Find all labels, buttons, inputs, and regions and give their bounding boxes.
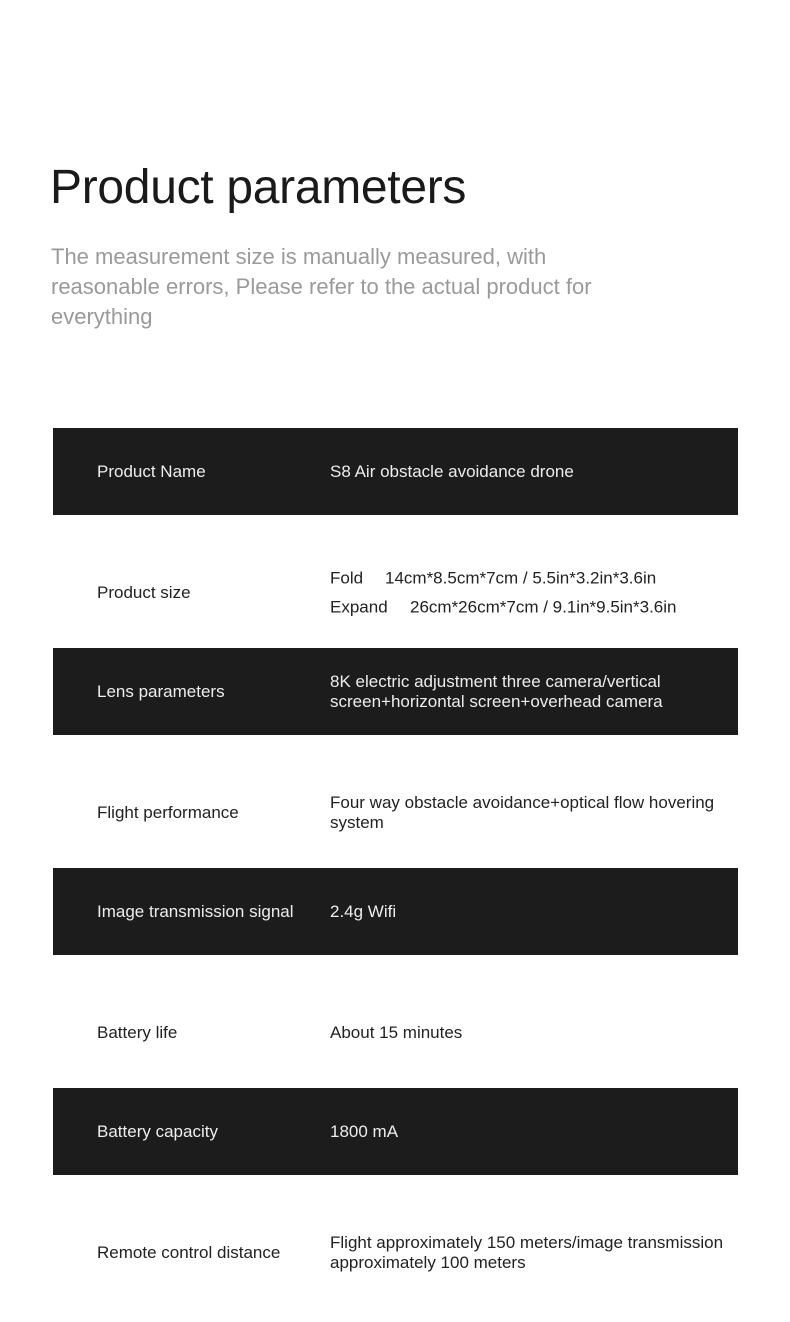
size-expand-value: 26cm*26cm*7cm / 9.1in*9.5in*3.6in [410, 597, 677, 617]
param-row-battery-capacity [53, 1088, 738, 1175]
param-row-lens-parameters [53, 648, 738, 735]
page-title: Product parameters [50, 161, 467, 214]
param-row-product-name [53, 428, 738, 515]
param-value: About 15 minutes [330, 1023, 463, 1042]
param-value: 8K electric adjustment three camera/vertical screen+horizontal screen+overhead camera [330, 671, 663, 711]
size-fold-label: Fold [330, 568, 364, 588]
param-row-remote-distance [53, 1198, 738, 1308]
param-value: 2.4g Wifi [330, 901, 397, 921]
size-fold-line [330, 569, 730, 589]
param-label: Battery capacity [97, 1121, 218, 1141]
parameters-table [53, 428, 738, 1308]
param-label: Image transmission signal [97, 901, 294, 921]
page-subtitle: The measurement size is manually measured, with reasonable errors, Please refer to the actual product for everything [51, 244, 592, 329]
param-row-battery-life [53, 978, 738, 1088]
param-value: S8 Air obstacle avoidance drone [330, 461, 574, 481]
size-fold-value: 14cm*8.5cm*7cm / 5.5in*3.2in*3.6in [385, 568, 657, 588]
param-row-flight-performance [53, 758, 738, 868]
size-expand-line [330, 598, 730, 618]
param-label: Product size [97, 583, 191, 602]
param-label: Lens parameters [97, 681, 225, 701]
param-label: Product Name [97, 461, 206, 481]
param-value [330, 569, 730, 618]
param-row-product-size [53, 538, 738, 648]
param-label: Battery life [97, 1023, 178, 1042]
param-value: Flight approximately 150 meters/image transmission approximately 100 meters [330, 1233, 724, 1272]
param-value: 1800 mA [330, 1121, 399, 1141]
param-value: Four way obstacle avoidance+optical flow hovering system [330, 793, 715, 832]
param-label: Flight performance [97, 803, 239, 822]
param-label: Remote control distance [97, 1243, 281, 1262]
param-row-image-transmission [53, 868, 738, 955]
size-expand-label: Expand [330, 597, 388, 617]
